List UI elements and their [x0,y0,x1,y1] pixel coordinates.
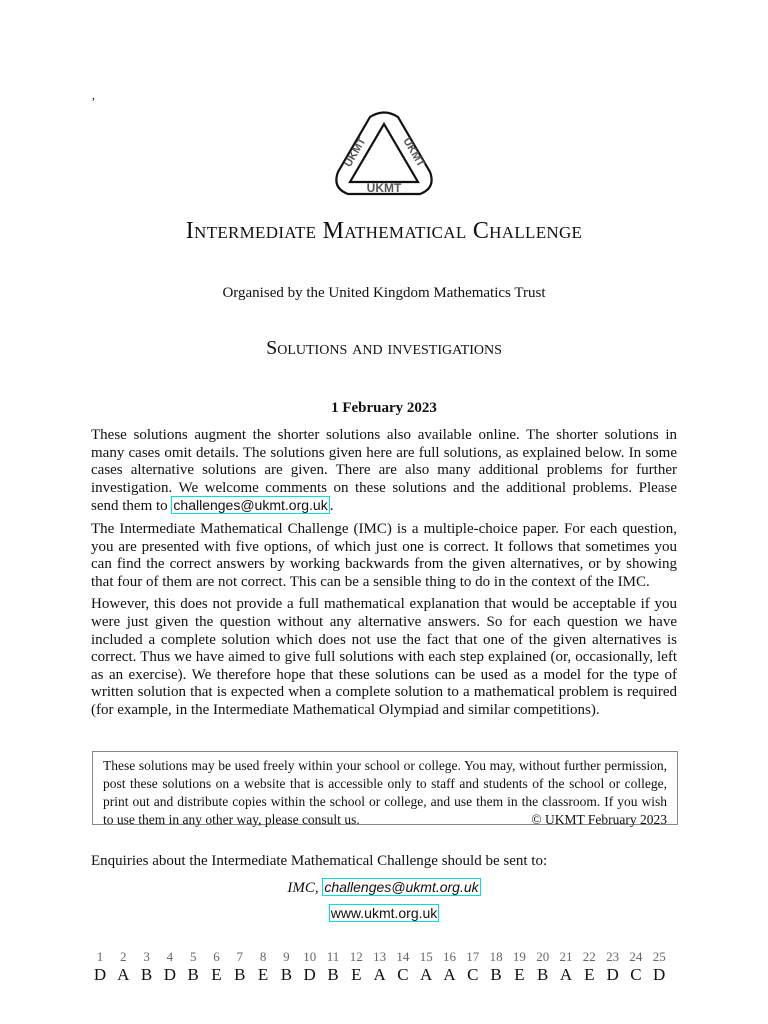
answer-letter: D [163,965,177,984]
answer-column [624,949,648,985]
answer-column [344,949,368,985]
question-number: 9 [283,949,290,964]
question-number: 7 [236,949,244,964]
answer-letter: E [514,965,525,984]
website-link[interactable]: www.ukmt.org.uk [330,905,438,921]
question-number: 20 [536,949,550,964]
answer-letter: B [187,965,199,984]
question-number: 13 [373,949,387,964]
paragraph-1-end: . [329,498,334,515]
answer-letter: A [117,965,130,984]
paragraph-3: However, this does not provide a full mathematical explanation that would be acceptable if you were just given the question without any alternative answers. So for each question we have included a complete solution which does not use the fact that one of the given alternatives is correct. Thus we have aimed to give full solutions with each step explained (or, occasionally, left as an exercise). We therefore hope that these solutions can be used as a model for the type of written solution that is expected when a complete solution to a mathematical problem is required (for example, in the Intermediate Mathematical Olympiad and similar competitions). [91,596,677,718]
answer-column [205,949,229,985]
answer-column [88,949,112,985]
answer-column [577,949,601,985]
question-number: 3 [143,949,150,964]
paragraph-2: The Intermediate Mathematical Challenge (IMC) is a multiple-choice paper. For each question, you are presented with five options, of which just one is correct. It follows that sometimes you can find the correct answers by working backwards from the given alternatives, or by showing that four of them are not correct. This can be a sensible thing to do in the context of the IMC. [91,520,677,590]
question-number: 1 [96,949,104,964]
email-link[interactable]: challenges@ukmt.org.uk [173,497,328,514]
organiser-line: Organised by the United Kingdom Mathematics Trust [222,285,546,301]
answer-column [368,949,392,985]
answer-letter: B [327,965,339,984]
contact-org: IMC, [287,880,319,896]
answer-column [531,949,555,985]
answer-letter: D [606,965,619,984]
question-number: 16 [443,949,456,964]
question-number: 18 [489,949,503,964]
answer-letter: A [443,965,456,984]
question-number: 11 [326,949,340,964]
answer-letter: B [537,965,549,984]
question-number: 25 [652,949,666,964]
answer-letter: C [630,965,642,984]
answer-letter: C [467,965,479,984]
stray-mark: , [92,88,95,102]
answer-letter: D [93,965,107,984]
paragraph-1 [91,427,677,516]
answer-column [321,949,345,985]
question-number: 17 [466,949,480,964]
question-number: 22 [582,949,596,964]
contact-email-link[interactable]: challenges@ukmt.org.uk [324,879,479,895]
question-number: 21 [559,949,573,964]
question-number: 2 [120,949,127,964]
question-number: 24 [629,949,643,964]
answer-column [391,949,415,985]
ukmt-logo [330,110,438,202]
enquiry-line: Enquiries about the Intermediate Mathematical Challenge should be sent to: [91,853,548,869]
question-number: 5 [189,949,197,964]
question-number: 15 [419,949,433,964]
paragraph-1-text: These solutions augment the shorter solutions also available online. The shorter solutions in many cases omit details. The solutions given here are full solutions, as explained below. In some cases alternative solutions are given. There are also many additional problems for further investigation. We welcome comments on these solutions and the additional problems. Please send them to [91,427,677,515]
answer-column [111,949,135,985]
answer-letter: B [490,965,502,984]
usage-notice [92,751,678,825]
answer-column [414,949,438,985]
notice-text: These solutions may be used freely within your school or college. You may, without further permission, post these solutions on a website that is accessible only to staff and students of the school or college, print out and distribute copies within the school or college, and use them in the classroom. If you wish to use them in any other way, please consult us. [103,758,667,827]
logo-text-bottom: UKMT [366,181,402,195]
answer-letter: D [303,965,316,984]
document-subtitle: Solutions and investigations [266,337,502,359]
contact-line [0,879,768,897]
answer-column [554,949,578,985]
answer-column [461,949,485,985]
question-number: 10 [303,949,317,964]
copyright-text: © UKMT February 2023 [531,812,667,827]
answer-column [135,949,159,985]
question-number: 12 [349,949,363,964]
document-date: 1 February 2023 [331,400,437,416]
answer-letter: E [584,965,595,984]
question-number: 8 [259,949,267,964]
answer-letter: B [140,965,153,984]
document-title: Intermediate Mathematical Challenge [185,218,583,244]
answer-column [228,949,252,985]
answer-letter: B [280,965,293,984]
answer-letter: B [234,965,246,984]
answer-letter: A [559,965,573,984]
answer-letter: D [653,965,666,984]
answer-letter: E [211,965,222,984]
question-number: 23 [606,949,620,964]
website-line [0,905,768,923]
logo-text-right: UKMT [400,135,427,170]
answer-column [298,949,322,985]
logo-text-left: UKMT [342,135,369,170]
answer-column [601,949,625,985]
answer-letter: A [420,965,433,984]
question-number: 4 [166,949,174,964]
answer-column [158,949,182,985]
answer-column [507,949,531,985]
answer-letter: C [397,965,409,984]
answer-letter: A [373,965,386,984]
answer-column [181,949,205,985]
question-number: 6 [213,949,220,964]
answer-column [251,949,275,985]
answer-column [274,949,298,985]
intro-text [91,427,677,725]
answer-column [647,949,671,985]
answer-letter: E [351,965,362,984]
answer-column [438,949,462,985]
answer-column [484,949,508,985]
question-number: 14 [396,949,410,964]
answer-letter: E [257,965,269,984]
question-number: 19 [512,949,526,964]
